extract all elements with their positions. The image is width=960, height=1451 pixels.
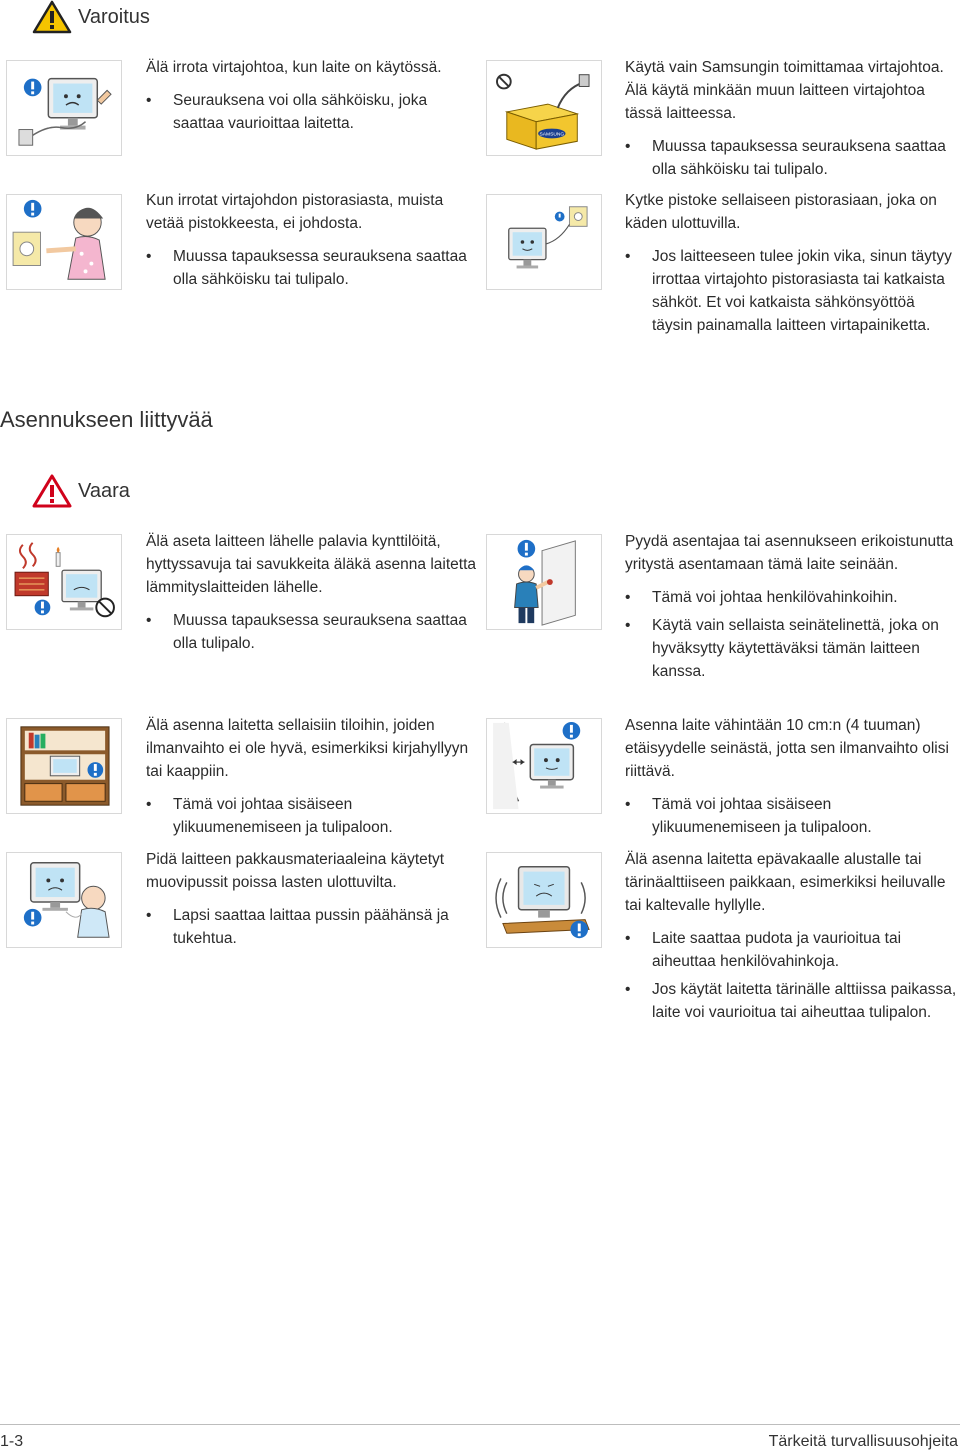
warning-1-text: Älä irrota virtajohtoa, kun laite on käytössä. [146, 59, 442, 76]
danger-3-bullet-1: • Lapsi saattaa laittaa pussin päähänsä ja tukehtua. [146, 904, 476, 950]
warning-4-bullet-1: • Jos laitteeseen tulee jokin vika, sinun täytyy irrottaa virtajohto pistorasiasta tai katkaista sähköt. Et voi katkaista sähkönsyöttöä täysin painamalla laitteen virtapainiketta. [625, 245, 957, 337]
svg-text:SAMSUNG: SAMSUNG [539, 132, 565, 138]
danger-3-text: Pidä laitteen pakkausmateriaaleina käytetyt muovipussit poissa lasten ulottuvilta. [146, 851, 445, 891]
danger-4 [625, 530, 957, 688]
danger-2 [146, 714, 476, 844]
danger-5-bullet-1: • Tämä voi johtaa sisäiseen ylikuumenemiseen ja tulipaloon. [625, 793, 957, 839]
illustration-wall-distance [486, 718, 602, 814]
exclamation-icon [24, 79, 42, 97]
footer-divider [0, 1424, 960, 1425]
danger-1-text: Älä aseta laitteen lähelle palavia kynttilöitä, hyttyssavuja tai savukkeita äläkä asenna laitetta lämmityslaitteiden lähelle. [146, 533, 476, 596]
danger-header-label: Vaara [78, 479, 130, 502]
warning-2-text: Kun irrotat virtajohdon pistorasiasta, muista vetää pistokkeesta, ei johdosta. [146, 192, 444, 232]
warning-triangle-icon [32, 0, 72, 34]
document-title: Tärkeitä turvallisuusohjeita [768, 1433, 958, 1450]
exclamation-icon [563, 722, 581, 740]
warning-1-bullet-1: • Seurauksena voi olla sähköisku, joka saattaa vaurioittaa laitetta. [146, 89, 476, 135]
warning-4 [625, 189, 957, 342]
illustration-plastic-bag-child [6, 852, 122, 948]
danger-3 [146, 848, 476, 955]
danger-1 [146, 530, 476, 660]
danger-6-text: Älä asenna laitetta epävakaalle alustalle tai tärinäalttiiseen paikkaan, esimerkiksi heiluvalle tai kaltevalle hyllylle. [625, 851, 946, 914]
exclamation-icon [555, 212, 565, 222]
danger-2-bullet-1: • Tämä voi johtaa sisäiseen ylikuumenemiseen ja tulipaloon. [146, 793, 476, 839]
monitor-icon [62, 570, 101, 610]
warning-1 [146, 56, 476, 140]
warning-header [32, 0, 150, 34]
monitor-icon [519, 867, 570, 918]
danger-5-text: Asenna laite vähintään 10 cm:n (4 tuuman) etäisyydelle seinästä, jotta sen ilmanvaihto olisi riittävä. [625, 717, 949, 780]
danger-6-bullet-2: • Jos käytät laitetta tärinälle alttiissa paikassa, laite voi vaurioitua tai aiheuttaa tulipalon. [625, 978, 957, 1024]
illustration-candles-heaters [6, 534, 122, 630]
section-title: Asennukseen liittyvää [0, 407, 213, 432]
danger-2-text: Älä asenna laitetta sellaisiin tiloihin, joiden ilmanvaihto ei ole hyvä, esimerkiksi kirjahyllyyn tai kaappiin. [146, 717, 469, 780]
warning-2 [146, 189, 476, 296]
illustration-wall-installer [486, 534, 602, 630]
illustration-pull-plug [6, 194, 122, 290]
exclamation-icon [24, 200, 42, 218]
monitor-icon [50, 756, 79, 776]
exclamation-icon [35, 600, 51, 616]
danger-1-bullet-1: • Muussa tapauksessa seurauksena saattaa olla tulipalo. [146, 609, 476, 655]
page-number: 1-3 [0, 1433, 24, 1450]
danger-4-text: Pyydä asentajaa tai asennukseen erikoistunutta yritystä asentamaan tämä laite seinään. [625, 533, 954, 573]
prohibition-icon [497, 75, 511, 89]
danger-5 [625, 714, 957, 844]
illustration-accessible-outlet [486, 194, 602, 290]
warning-3 [625, 56, 957, 186]
illustration-unstable-surface [486, 852, 602, 948]
danger-header [32, 474, 130, 508]
exclamation-icon [570, 921, 588, 939]
danger-6-bullet-1: • Laite saattaa pudota ja vaurioitua tai aiheuttaa henkilövahinkoja. [625, 927, 957, 973]
warning-3-text: Käytä vain Samsungin toimittamaa virtajohtoa. Älä käytä minkään muun laitteen virtajohtoa tässä laitteessa. [625, 59, 944, 122]
monitor-icon [509, 228, 546, 268]
warning-2-bullet-1: • Muussa tapauksessa seurauksena saattaa olla sähköisku tai tulipalo. [146, 245, 476, 291]
warning-4-text: Kytke pistoke sellaiseen pistorasiaan, joka on käden ulottuvilla. [625, 192, 937, 232]
illustration-samsung-cord [486, 60, 602, 156]
warning-3-bullet-1: • Muussa tapauksessa seurauksena saattaa olla sähköisku tai tulipalo. [625, 135, 957, 181]
danger-4-bullet-1: • Tämä voi johtaa henkilövahinkoihin. [625, 586, 957, 609]
monitor-icon [530, 744, 573, 788]
warning-triangle-icon [32, 474, 72, 508]
monitor-icon [48, 79, 97, 130]
monitor-icon [31, 863, 80, 911]
warning-header-label: Varoitus [78, 5, 150, 28]
danger-4-bullet-2: • Käytä vain sellaista seinätelinettä, joka on hyväksytty käytettäväksi tämän laitteen kanssa. [625, 614, 957, 683]
exclamation-icon [518, 540, 536, 558]
exclamation-icon [24, 909, 42, 927]
prohibition-icon [96, 599, 114, 617]
danger-6 [625, 848, 957, 1029]
illustration-bookshelf [6, 718, 122, 814]
exclamation-icon [88, 762, 104, 778]
illustration-unplug-in-use [6, 60, 122, 156]
